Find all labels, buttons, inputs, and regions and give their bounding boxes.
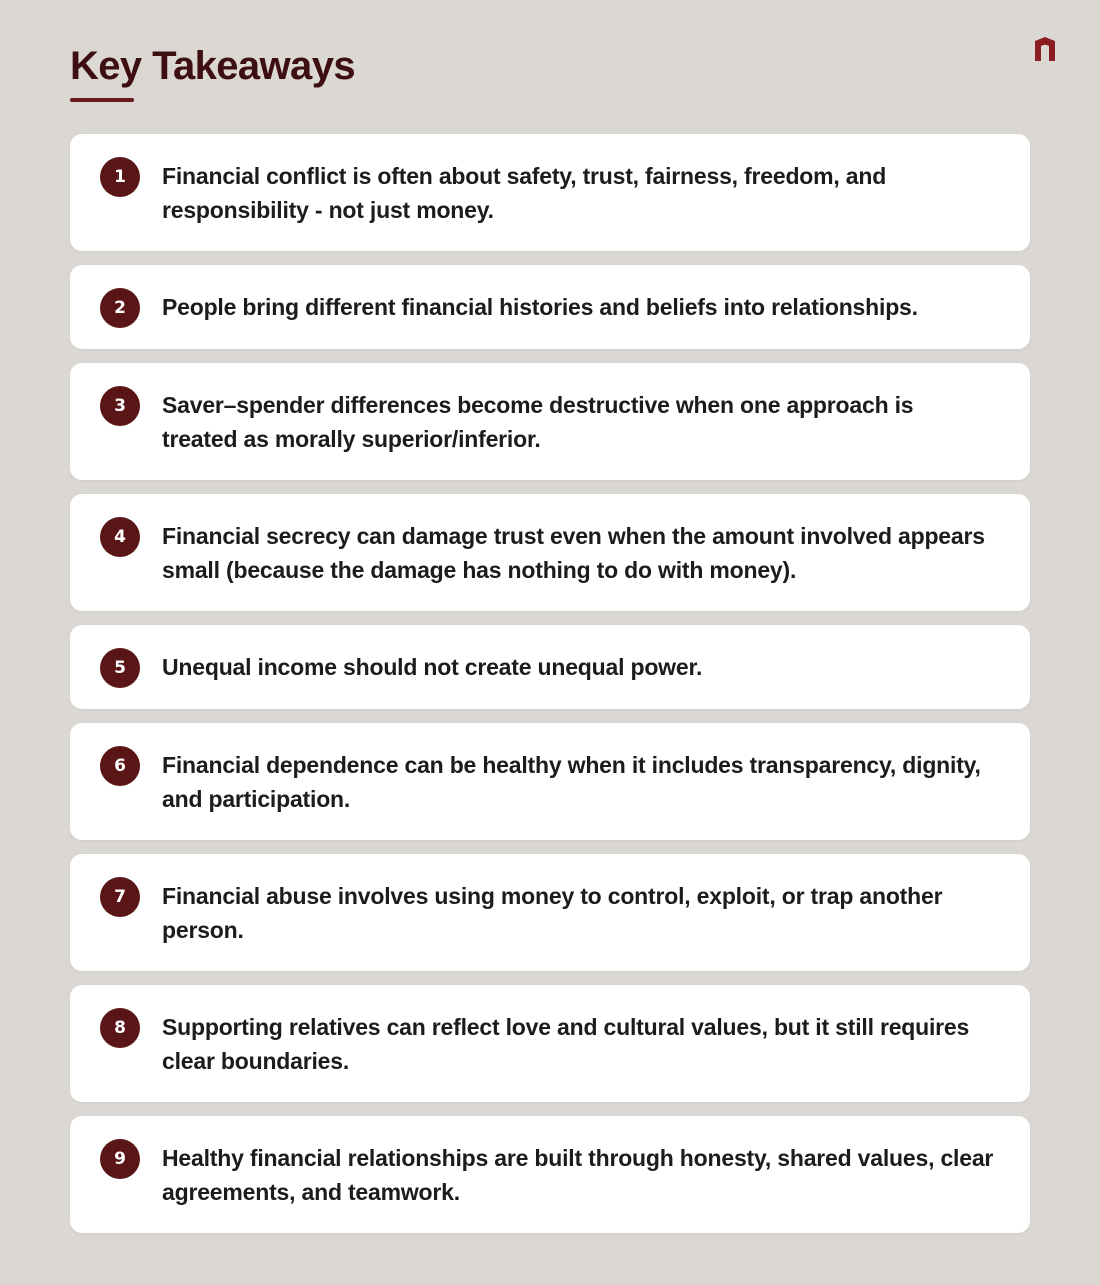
takeaway-text: Saver–spender differences become destructive when one approach is treated as morally superior/inferior. bbox=[162, 391, 914, 452]
takeaway-text: Supporting relatives can reflect love and cultural values, but it still requires clear boundaries. bbox=[162, 1013, 970, 1074]
page-title: Key Takeaways bbox=[70, 44, 355, 88]
shield-logo-icon bbox=[1033, 36, 1057, 62]
takeaway-text: Financial dependence can be healthy when it includes transparency, dignity, and participation. bbox=[162, 751, 981, 812]
takeaway-text: Financial conflict is often about safety, trust, fairness, freedom, and responsibility - not just money. bbox=[162, 162, 887, 223]
takeaway-card bbox=[70, 134, 1030, 251]
takeaway-text: Healthy financial relationships are built through honesty, shared values, clear agreements, and teamwork. bbox=[162, 1144, 994, 1205]
page-header bbox=[70, 40, 355, 102]
takeaway-card bbox=[70, 265, 1030, 349]
takeaway-card bbox=[70, 363, 1030, 480]
takeaway-text: Financial abuse involves using money to control, exploit, or trap another person. bbox=[162, 882, 943, 943]
number-badge: 5 bbox=[100, 648, 140, 688]
title-underline bbox=[70, 98, 134, 102]
number-badge: 1 bbox=[100, 157, 140, 197]
number-badge: 3 bbox=[100, 386, 140, 426]
takeaways-list bbox=[70, 134, 1030, 1247]
takeaway-card bbox=[70, 1116, 1030, 1233]
number-badge: 6 bbox=[100, 746, 140, 786]
takeaway-text: Unequal income should not create unequal power. bbox=[162, 654, 703, 680]
number-badge: 2 bbox=[100, 288, 140, 328]
takeaway-text: Financial secrecy can damage trust even when the amount involved appears small (because the damage has nothing to do with money). bbox=[162, 522, 985, 583]
takeaway-card bbox=[70, 625, 1030, 709]
takeaway-card bbox=[70, 723, 1030, 840]
takeaway-card bbox=[70, 854, 1030, 971]
takeaway-card bbox=[70, 985, 1030, 1102]
takeaway-text: People bring different financial histories and beliefs into relationships. bbox=[162, 294, 918, 320]
number-badge: 4 bbox=[100, 517, 140, 557]
number-badge: 8 bbox=[100, 1008, 140, 1048]
takeaway-card bbox=[70, 494, 1030, 611]
number-badge: 7 bbox=[100, 877, 140, 917]
number-badge: 9 bbox=[100, 1139, 140, 1179]
